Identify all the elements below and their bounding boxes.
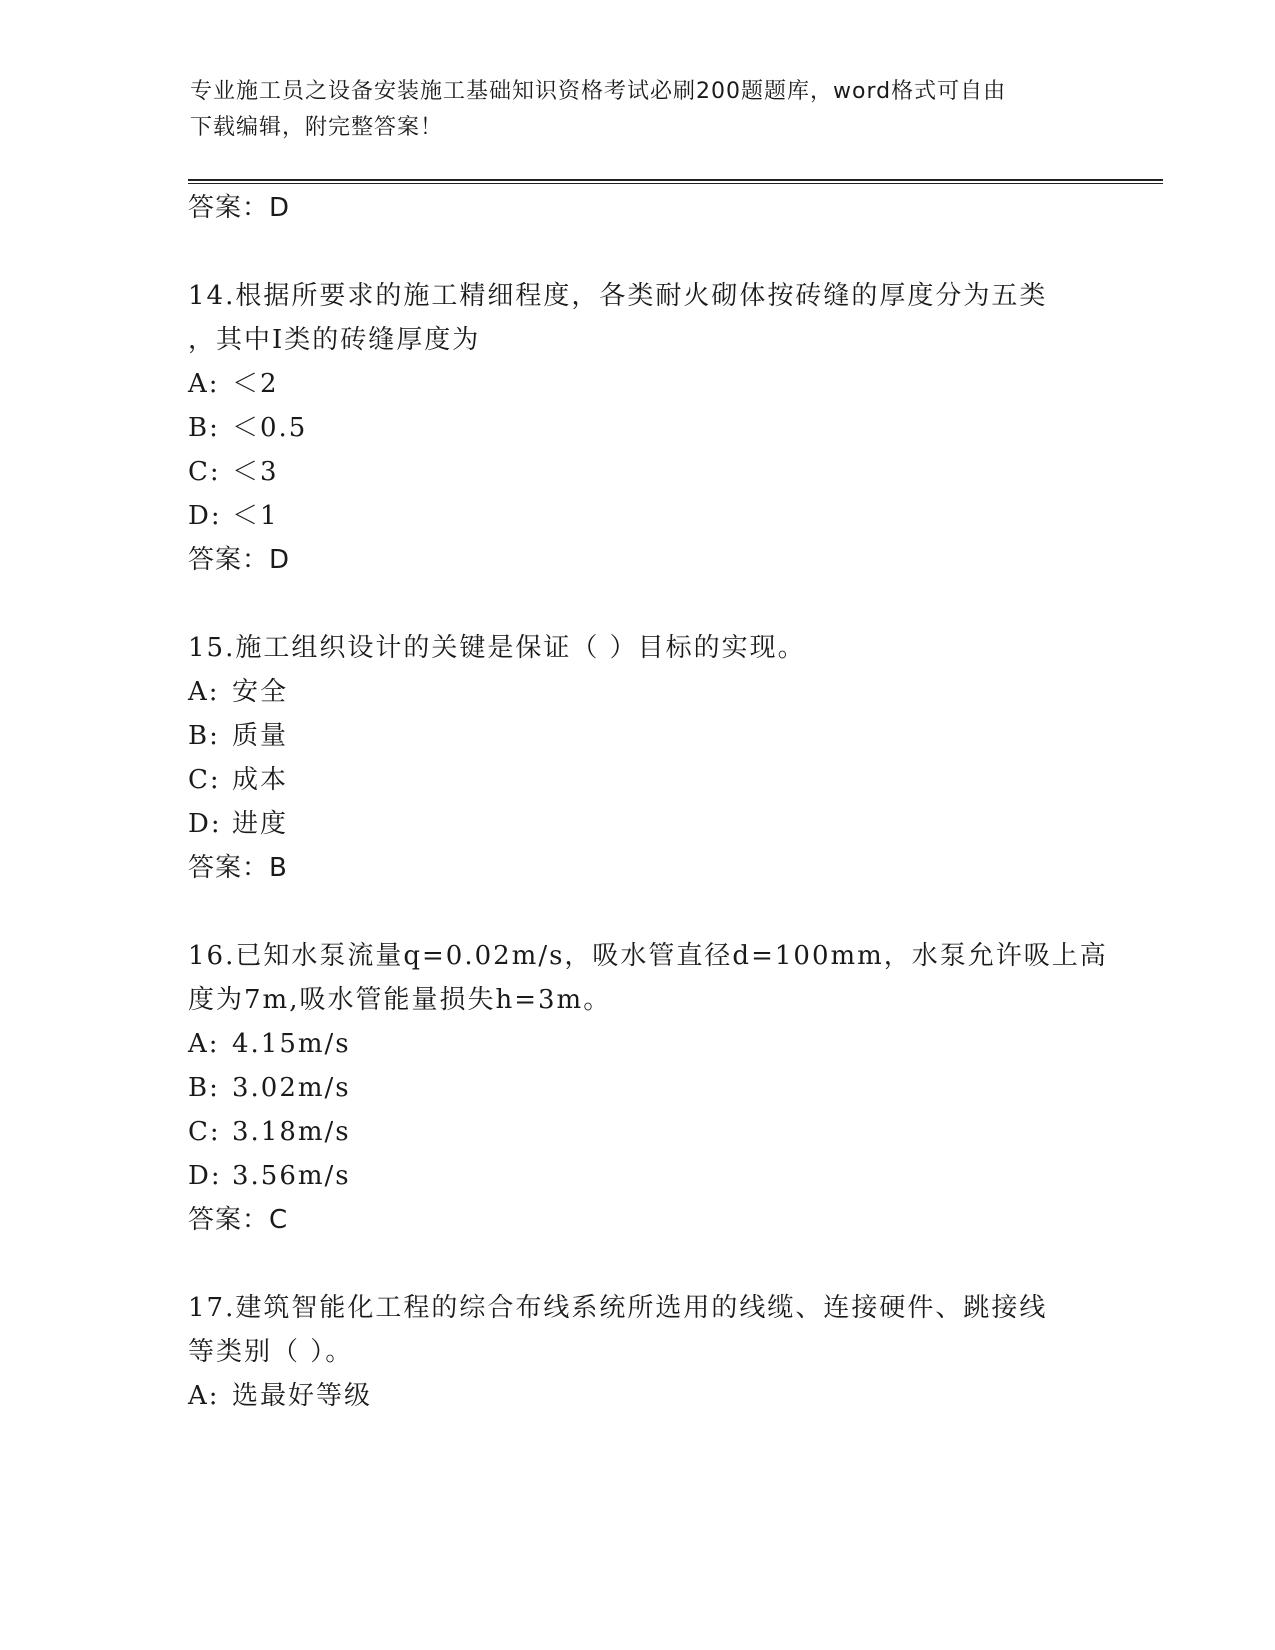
option-b	[188, 718, 288, 754]
option-text: 选最好等级	[232, 1381, 373, 1411]
header-line-2: 下载编辑，附完整答案！	[190, 115, 444, 140]
option-a	[188, 1378, 372, 1414]
option-text: 4.15m/s	[232, 1029, 351, 1059]
header-rule-thin	[188, 183, 1163, 184]
option-d	[188, 806, 288, 842]
option-c	[188, 454, 279, 490]
option-c	[188, 1114, 351, 1150]
option-label: A:	[188, 677, 220, 707]
option-text: 3.02m/s	[232, 1073, 351, 1103]
option-b	[188, 410, 307, 446]
option-label: C:	[188, 457, 221, 487]
option-text: 3.56m/s	[232, 1161, 351, 1191]
question-stem: 17.建筑智能化工程的综合布线系统所选用的线缆、连接硬件、跳接线	[188, 1293, 1048, 1323]
option-text: 安全	[232, 677, 289, 707]
answer-line: 答案：C	[188, 1205, 289, 1235]
option-label: B:	[188, 721, 220, 751]
answer-line: 答案：D	[188, 193, 291, 223]
header-rule-thick	[188, 179, 1163, 181]
option-text: ＜2	[232, 369, 279, 399]
option-text: 3.18m/s	[232, 1117, 351, 1147]
answer-line: 答案：D	[188, 545, 291, 575]
question-stem-continued: 度为7m,吸水管能量损失h=3m。	[188, 985, 612, 1015]
option-text: 进度	[232, 809, 289, 839]
option-d	[188, 1158, 351, 1194]
option-text: 质量	[232, 721, 289, 751]
option-c	[188, 762, 288, 798]
option-d	[188, 498, 279, 534]
question-stem: 14.根据所要求的施工精细程度，各类耐火砌体按砖缝的厚度分为五类	[188, 281, 1048, 311]
option-label: C:	[188, 1117, 221, 1147]
option-label: B:	[188, 1073, 220, 1103]
option-label: D:	[188, 809, 222, 839]
option-label: A:	[188, 1029, 220, 1059]
question-stem: 16.已知水泵流量q=0.02m/s，吸水管直径d=100mm，水泵允许吸上高	[188, 941, 1108, 971]
option-label: D:	[188, 501, 222, 531]
option-label: B:	[188, 413, 220, 443]
question-stem-continued: ，其中Ⅰ类的砖缝厚度为	[188, 325, 481, 355]
option-text: 成本	[232, 765, 289, 795]
option-label: D:	[188, 1161, 222, 1191]
header-line-1: 专业施工员之设备安装施工基础知识资格考试必刷200题题库，word格式可自由	[190, 79, 1007, 104]
option-text: ＜1	[232, 501, 279, 531]
answer-line: 答案：B	[188, 853, 288, 883]
question-stem-continued: 等类别（ ）。	[188, 1337, 354, 1367]
option-text: ＜0.5	[232, 413, 308, 443]
option-a	[188, 366, 279, 402]
option-a	[188, 674, 288, 710]
document-header	[190, 74, 1090, 146]
option-a	[188, 1026, 351, 1062]
option-text: ＜3	[232, 457, 279, 487]
option-b	[188, 1070, 351, 1106]
question-stem: 15.施工组织设计的关键是保证（ ）目标的实现。	[188, 633, 806, 663]
option-label: A:	[188, 369, 220, 399]
option-label: C:	[188, 765, 221, 795]
option-label: A:	[188, 1381, 220, 1411]
